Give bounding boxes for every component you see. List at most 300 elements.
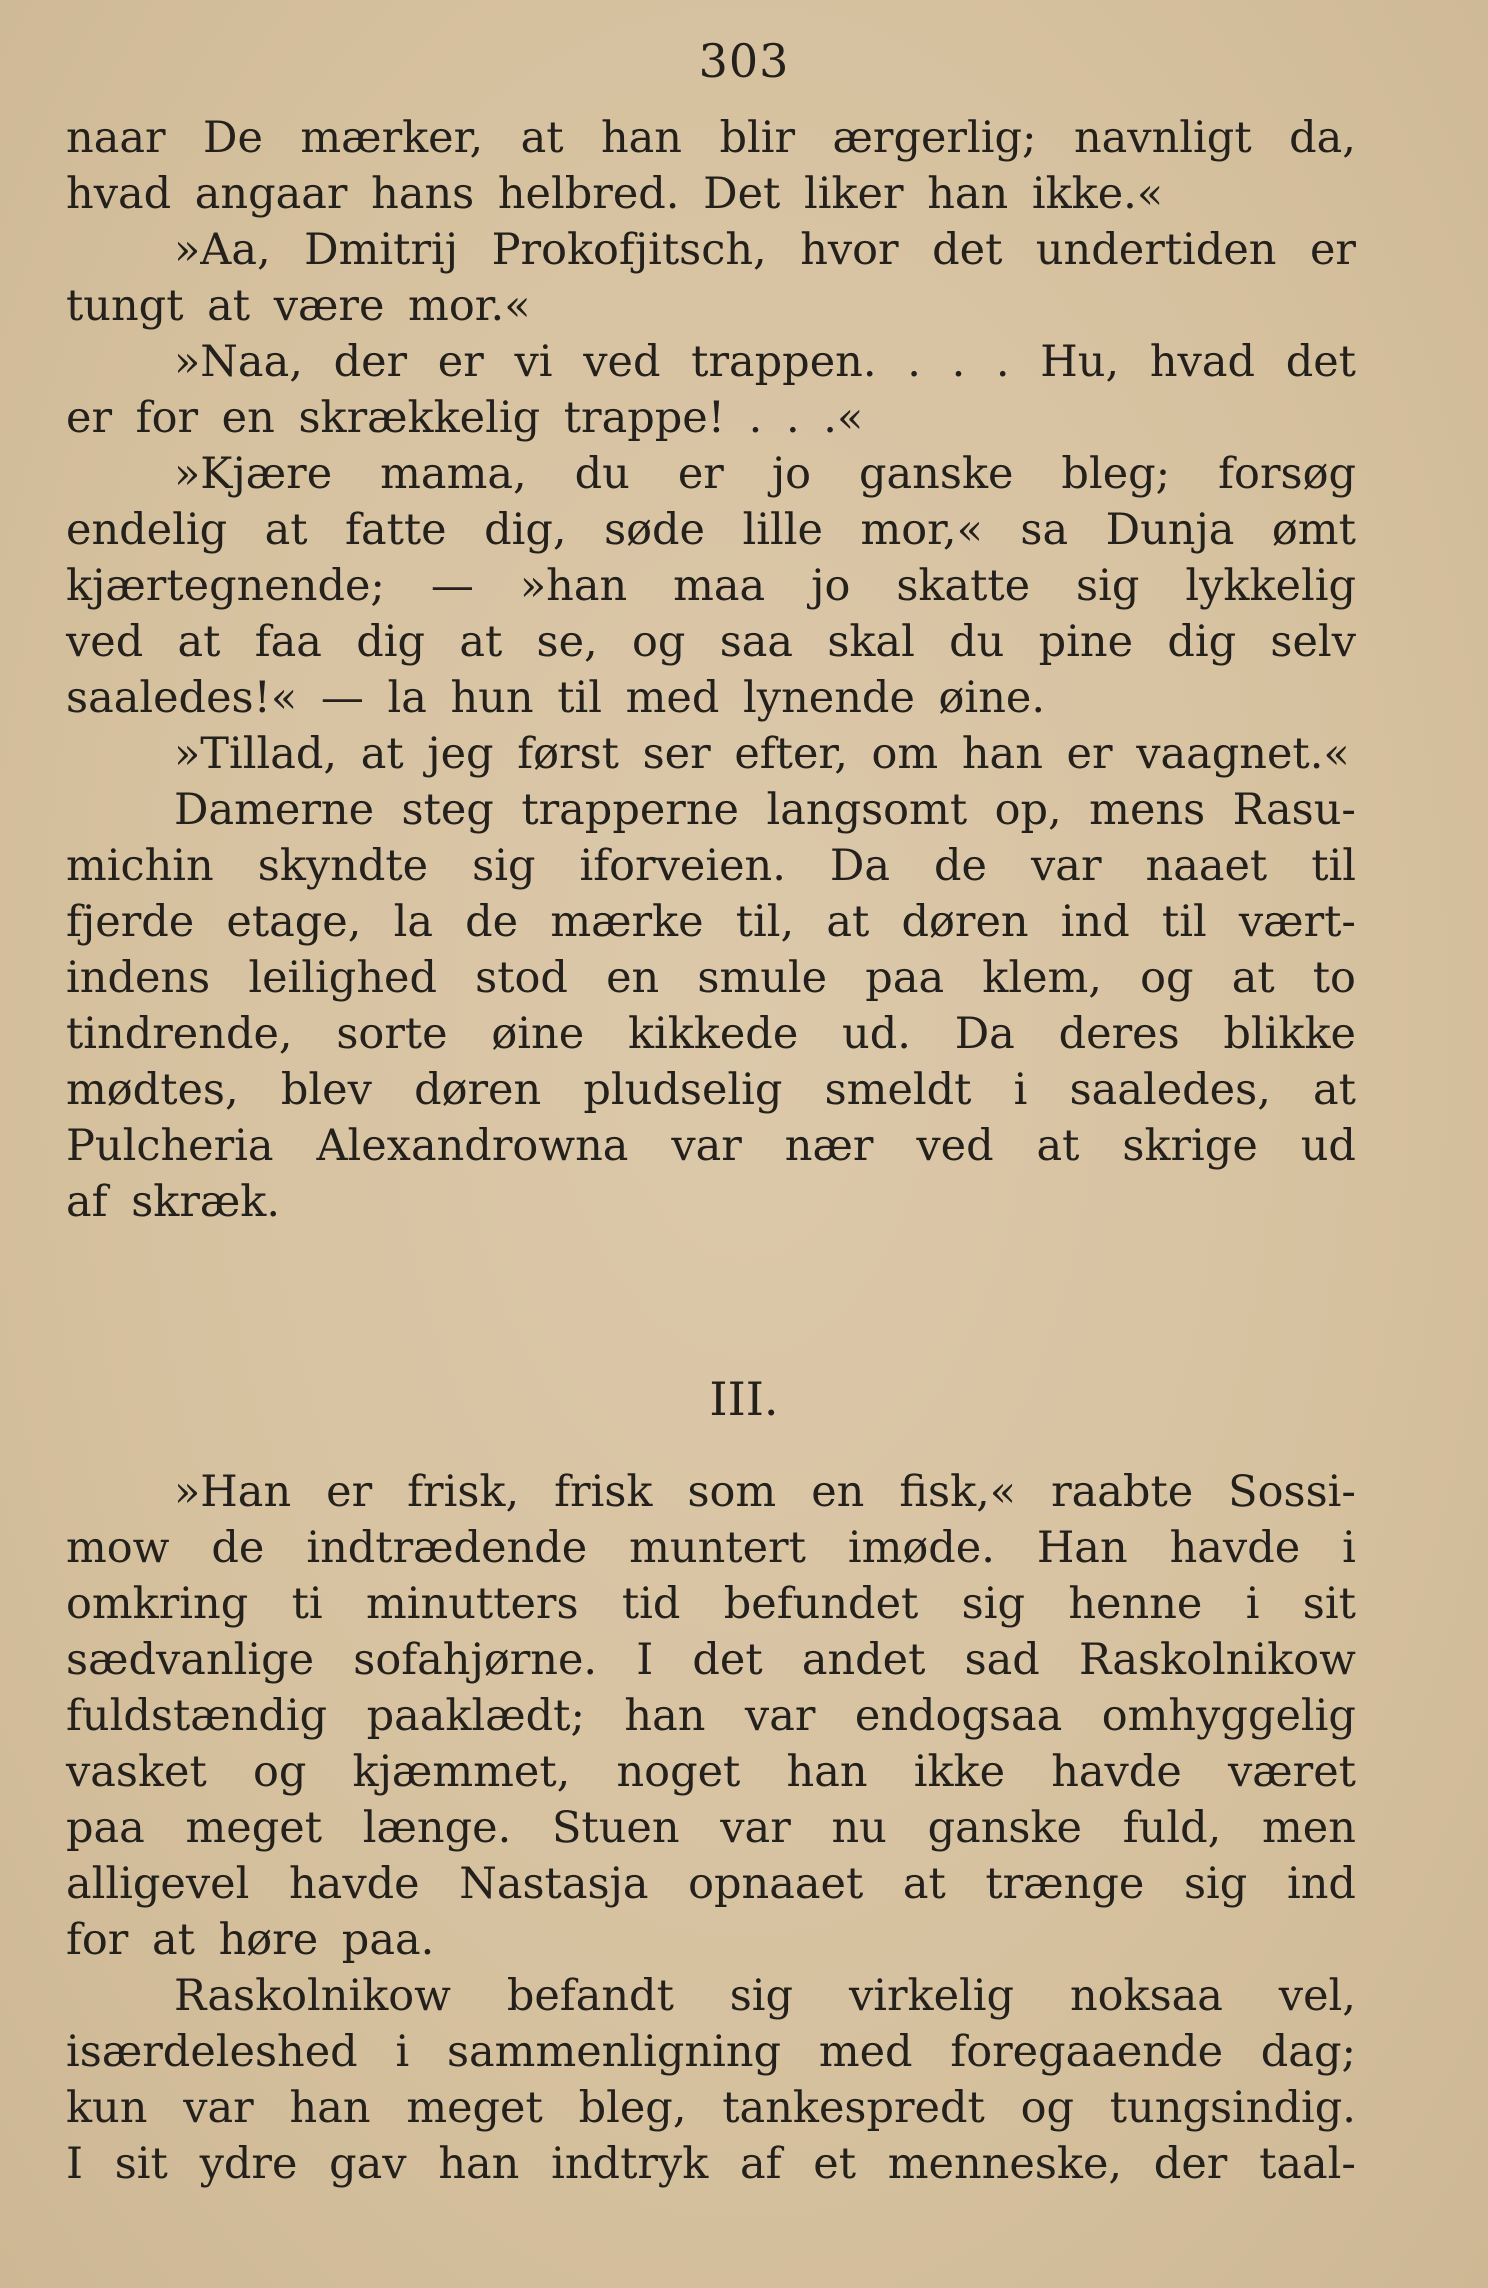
word: søde bbox=[604, 505, 705, 555]
word: og bbox=[631, 617, 686, 667]
word: der bbox=[1153, 2139, 1228, 2189]
word: fisk,« bbox=[899, 1467, 1017, 1517]
word: fuld, bbox=[1122, 1803, 1222, 1853]
word: var bbox=[183, 2083, 254, 2133]
text-line bbox=[66, 1912, 1356, 1968]
word: trappen. bbox=[691, 337, 877, 387]
word: virkelig bbox=[848, 1971, 1015, 2021]
word: smeldt bbox=[824, 1065, 972, 1115]
word: ved bbox=[66, 617, 144, 667]
word: sædvanlige bbox=[66, 1635, 315, 1685]
word: der bbox=[333, 337, 408, 387]
word: trænge bbox=[985, 1859, 1145, 1909]
text-line bbox=[66, 502, 1356, 558]
word: indtrædende bbox=[306, 1523, 588, 1573]
word: noget bbox=[616, 1747, 741, 1797]
word: var bbox=[671, 1121, 742, 1171]
word: skrige bbox=[1122, 1121, 1258, 1171]
word: at bbox=[1231, 953, 1275, 1003]
word: saa bbox=[719, 617, 794, 667]
word: sit bbox=[114, 2139, 168, 2189]
word: sig bbox=[1076, 561, 1140, 611]
word: er bbox=[66, 393, 113, 443]
word: de bbox=[465, 897, 519, 947]
word: — bbox=[430, 561, 474, 611]
word: hvad bbox=[1149, 337, 1255, 387]
word: muntert bbox=[629, 1523, 806, 1573]
text-line bbox=[66, 894, 1356, 950]
word: om bbox=[871, 729, 939, 779]
word: han bbox=[927, 169, 1009, 219]
word: befundet bbox=[723, 1579, 919, 1629]
word: Det bbox=[703, 169, 781, 219]
word: tankespredt bbox=[722, 2083, 985, 2133]
word: til, bbox=[735, 897, 795, 947]
word: høre bbox=[218, 1915, 319, 1965]
word: efter, bbox=[734, 729, 848, 779]
word: . bbox=[785, 393, 800, 443]
word: det bbox=[1285, 337, 1356, 387]
word: paa bbox=[865, 953, 945, 1003]
word: han bbox=[961, 729, 1043, 779]
text-line bbox=[66, 2080, 1356, 2136]
word: lykkelig bbox=[1185, 561, 1356, 611]
word: maa bbox=[673, 561, 766, 611]
word: tindrende, bbox=[66, 1009, 293, 1059]
word: smule bbox=[697, 953, 828, 1003]
word: havde bbox=[1169, 1523, 1301, 1573]
word: at bbox=[360, 729, 404, 779]
word: som bbox=[687, 1467, 777, 1517]
word: Raskolnikow bbox=[1078, 1635, 1356, 1685]
word: han bbox=[289, 2083, 371, 2133]
word: paaklædt; bbox=[366, 1691, 585, 1741]
text-line bbox=[66, 1464, 1356, 1520]
word: du bbox=[949, 617, 1005, 667]
word: dig bbox=[1167, 617, 1237, 667]
word: for bbox=[66, 1915, 129, 1965]
word: faa bbox=[254, 617, 322, 667]
word: Nastasja bbox=[459, 1859, 649, 1909]
word: mor.« bbox=[408, 281, 531, 331]
word: michin bbox=[66, 841, 214, 891]
word: døren bbox=[901, 897, 1029, 947]
text-block-top bbox=[66, 110, 1356, 1230]
text-line bbox=[66, 1688, 1356, 1744]
word: Da bbox=[829, 841, 891, 891]
word: lynende bbox=[743, 673, 915, 723]
text-line bbox=[66, 1968, 1356, 2024]
word: ud bbox=[1300, 1121, 1356, 1171]
text-line bbox=[66, 1632, 1356, 1688]
word: til bbox=[557, 673, 603, 723]
word: for bbox=[135, 393, 199, 443]
word: Dunja bbox=[1105, 505, 1235, 555]
word: sa bbox=[1020, 505, 1069, 555]
word: Da bbox=[954, 1009, 1015, 1059]
word: sorte bbox=[336, 1009, 448, 1059]
word: at bbox=[264, 505, 308, 555]
word: han bbox=[624, 1691, 706, 1741]
word: døren bbox=[414, 1065, 542, 1115]
word: vaagnet.« bbox=[1136, 729, 1350, 779]
word: det bbox=[692, 1635, 763, 1685]
word: selv bbox=[1270, 617, 1356, 667]
word: Dmitrij bbox=[304, 225, 459, 275]
text-line bbox=[66, 1174, 1356, 1230]
word: blikke bbox=[1223, 1009, 1356, 1059]
word: dig bbox=[356, 617, 426, 667]
word: jeg bbox=[427, 729, 494, 779]
word: skyndte bbox=[257, 841, 429, 891]
text-line bbox=[66, 1062, 1356, 1118]
word: pine bbox=[1038, 617, 1134, 667]
word: af bbox=[66, 1177, 108, 1227]
word: skrækkelig bbox=[298, 393, 541, 443]
text-line bbox=[66, 950, 1356, 1006]
word: med bbox=[818, 2027, 913, 2077]
text-line bbox=[66, 726, 1356, 782]
text-line bbox=[66, 166, 1356, 222]
word: sig bbox=[472, 841, 536, 891]
word: ved bbox=[583, 337, 661, 387]
text-line bbox=[66, 222, 1356, 278]
text-line bbox=[66, 1520, 1356, 1576]
word: klem, bbox=[982, 953, 1102, 1003]
word: er bbox=[677, 449, 724, 499]
word: været bbox=[1227, 1747, 1356, 1797]
word: Damerne bbox=[174, 785, 375, 835]
text-line bbox=[66, 1856, 1356, 1912]
word: indens bbox=[66, 953, 211, 1003]
word: skal bbox=[827, 617, 915, 667]
word: kikkede bbox=[627, 1009, 799, 1059]
word: længe. bbox=[362, 1803, 512, 1853]
word: ærgerlig; bbox=[832, 113, 1037, 163]
word: isærdeleshed bbox=[66, 2027, 358, 2077]
word: sig bbox=[1183, 1859, 1248, 1909]
word: Prokofjitsch, bbox=[491, 225, 767, 275]
text-line bbox=[66, 1118, 1356, 1174]
text-line bbox=[66, 558, 1356, 614]
word: kjæmmet, bbox=[352, 1747, 571, 1797]
word: et bbox=[813, 2139, 857, 2189]
word: taal- bbox=[1259, 2139, 1356, 2189]
word: i bbox=[395, 2027, 410, 2077]
word: i bbox=[1245, 1579, 1260, 1629]
text-line bbox=[66, 278, 1356, 334]
word: omkring bbox=[66, 1579, 249, 1629]
word: alligevel bbox=[66, 1859, 250, 1909]
text-block-bottom bbox=[66, 1464, 1356, 2192]
word: sammenligning bbox=[446, 2027, 782, 2077]
word: jo bbox=[811, 561, 851, 611]
word: mama, bbox=[380, 449, 527, 499]
word: omhyggelig bbox=[1101, 1691, 1356, 1741]
word: to bbox=[1312, 953, 1356, 1003]
word: endelig bbox=[66, 505, 228, 555]
text-line bbox=[66, 838, 1356, 894]
word: ømt bbox=[1271, 505, 1356, 555]
word: navnligt bbox=[1073, 113, 1252, 163]
word: undertiden bbox=[1035, 225, 1277, 275]
word: »Aa, bbox=[174, 225, 271, 275]
word: da, bbox=[1289, 113, 1356, 163]
word: Pulcheria bbox=[66, 1121, 274, 1171]
word: indtryk bbox=[551, 2139, 709, 2189]
text-line bbox=[66, 1744, 1356, 1800]
word: sofahjørne. bbox=[353, 1635, 598, 1685]
word: at bbox=[152, 1915, 195, 1965]
word: mødtes, bbox=[66, 1065, 239, 1115]
word: iforveien. bbox=[579, 841, 786, 891]
text-line bbox=[66, 2024, 1356, 2080]
word: en bbox=[811, 1467, 865, 1517]
word: til bbox=[1161, 897, 1207, 947]
text-line bbox=[66, 446, 1356, 502]
word: raabte bbox=[1051, 1467, 1194, 1517]
word: vasket bbox=[66, 1747, 207, 1797]
text-line bbox=[66, 614, 1356, 670]
word: paa bbox=[66, 1803, 145, 1853]
word: se, bbox=[536, 617, 598, 667]
word: skræk. bbox=[131, 1177, 281, 1227]
word: kun bbox=[66, 2083, 148, 2133]
word: op, bbox=[994, 785, 1062, 835]
word: paa. bbox=[341, 1915, 435, 1965]
word: tid bbox=[621, 1579, 681, 1629]
word: øine bbox=[491, 1009, 585, 1059]
word: lille bbox=[742, 505, 823, 555]
word: forsøg bbox=[1218, 449, 1356, 499]
word: liker bbox=[803, 169, 904, 219]
word: I bbox=[636, 1635, 654, 1685]
word: havde bbox=[1051, 1747, 1182, 1797]
word: hun bbox=[450, 673, 534, 723]
word: fjerde bbox=[66, 897, 195, 947]
word: hvad bbox=[66, 169, 172, 219]
word: deres bbox=[1058, 1009, 1180, 1059]
word: havde bbox=[288, 1859, 420, 1909]
word: steg bbox=[401, 785, 494, 835]
word: mens bbox=[1089, 785, 1206, 835]
word: er bbox=[437, 337, 484, 387]
word: Stuen bbox=[551, 1803, 680, 1853]
word: bleg, bbox=[578, 2083, 687, 2133]
word: . bbox=[907, 337, 921, 387]
word: minutters bbox=[365, 1579, 579, 1629]
word: øine. bbox=[938, 673, 1045, 723]
word: sig bbox=[729, 1971, 794, 2021]
word: sad bbox=[964, 1635, 1040, 1685]
word: til bbox=[1311, 841, 1356, 891]
text-line bbox=[66, 670, 1356, 726]
word: nu bbox=[831, 1803, 887, 1853]
word: noksaa bbox=[1069, 1971, 1223, 2021]
word: »han bbox=[519, 561, 628, 611]
word: bleg; bbox=[1061, 449, 1171, 499]
word: ganske bbox=[927, 1803, 1083, 1853]
text-line bbox=[66, 390, 1356, 446]
word: mærke bbox=[550, 897, 704, 947]
chapter-heading: III. bbox=[709, 1372, 779, 1426]
word: kjærtegnende; bbox=[66, 561, 385, 611]
word: dag; bbox=[1260, 2027, 1356, 2077]
word: være bbox=[273, 281, 385, 331]
word: ganske bbox=[859, 449, 1014, 499]
word: befandt bbox=[506, 1971, 674, 2021]
word: i bbox=[1342, 1523, 1356, 1573]
word: meget bbox=[406, 2083, 543, 2133]
word: pludselig bbox=[583, 1065, 783, 1115]
text-line bbox=[66, 782, 1356, 838]
word: i bbox=[1013, 1065, 1028, 1115]
word: menneske, bbox=[887, 2139, 1123, 2189]
word: sit bbox=[1302, 1579, 1356, 1629]
word: naaet bbox=[1145, 841, 1268, 891]
text-line bbox=[66, 1006, 1356, 1062]
word: hvor bbox=[800, 225, 899, 275]
word: trapperne bbox=[521, 785, 739, 835]
word: var bbox=[744, 1691, 816, 1741]
word: ind bbox=[1286, 1859, 1356, 1909]
word: Alexandrowna bbox=[316, 1121, 629, 1171]
word: Raskolnikow bbox=[174, 1971, 451, 2021]
word: en bbox=[606, 953, 660, 1003]
word: la bbox=[393, 897, 433, 947]
word: af bbox=[740, 2139, 782, 2189]
word: . bbox=[995, 337, 1010, 387]
word: meget bbox=[185, 1803, 323, 1853]
word: frisk bbox=[554, 1467, 653, 1517]
word: mærker, bbox=[300, 113, 484, 163]
word: at bbox=[177, 617, 221, 667]
word: henne bbox=[1068, 1579, 1203, 1629]
word: nær bbox=[784, 1121, 874, 1171]
text-line bbox=[66, 1800, 1356, 1856]
word: stod bbox=[475, 953, 568, 1003]
word: er bbox=[326, 1467, 373, 1517]
word: sig bbox=[961, 1579, 1026, 1629]
word: du bbox=[574, 449, 630, 499]
word: ind bbox=[1060, 897, 1130, 947]
word: mow bbox=[66, 1523, 170, 1573]
word: I bbox=[66, 2139, 83, 2189]
word: han bbox=[786, 1747, 868, 1797]
word: han bbox=[438, 2139, 520, 2189]
word: er bbox=[1066, 729, 1113, 779]
word: foregaaende bbox=[950, 2027, 1224, 2077]
word: tungsindig. bbox=[1109, 2083, 1356, 2133]
word: Rasu- bbox=[1232, 785, 1356, 835]
word: Sossi- bbox=[1228, 1467, 1356, 1517]
page-number: 303 bbox=[698, 34, 790, 88]
word: at bbox=[1313, 1065, 1356, 1115]
word: »Tillad, bbox=[174, 729, 338, 779]
text-line bbox=[66, 1576, 1356, 1632]
word: at bbox=[902, 1859, 946, 1909]
word: trappe! bbox=[563, 393, 726, 443]
word: mor,« bbox=[860, 505, 983, 555]
word: imøde. bbox=[847, 1523, 995, 1573]
word: gav bbox=[329, 2139, 407, 2189]
word: langsomt bbox=[766, 785, 968, 835]
word: leilighed bbox=[248, 953, 437, 1003]
word: de bbox=[934, 841, 988, 891]
word: . bbox=[748, 393, 763, 443]
word: vi bbox=[514, 337, 553, 387]
word: at bbox=[1036, 1121, 1080, 1171]
word: .« bbox=[823, 393, 864, 443]
word: la bbox=[387, 673, 427, 723]
word: »Han bbox=[174, 1467, 292, 1517]
word: ti bbox=[291, 1579, 323, 1629]
word: ud. bbox=[842, 1009, 911, 1059]
word: »Naa, bbox=[174, 337, 303, 387]
word: var bbox=[720, 1803, 791, 1853]
word: og bbox=[1020, 2083, 1074, 2133]
word: andet bbox=[801, 1635, 926, 1685]
word: vært- bbox=[1238, 897, 1356, 947]
word: Han bbox=[1036, 1523, 1128, 1573]
word: tungt bbox=[66, 281, 184, 331]
word: »Kjære bbox=[174, 449, 333, 499]
word: blir bbox=[719, 113, 796, 163]
word: ydre bbox=[199, 2139, 298, 2189]
word: dig, bbox=[484, 505, 567, 555]
word: endogsaa bbox=[854, 1691, 1063, 1741]
word: de bbox=[211, 1523, 265, 1573]
word: etage, bbox=[226, 897, 362, 947]
word: frisk, bbox=[407, 1467, 520, 1517]
word: opnaaet bbox=[688, 1859, 864, 1909]
word: først bbox=[517, 729, 619, 779]
word: saaledes!« bbox=[66, 673, 298, 723]
word: han bbox=[600, 113, 682, 163]
word: at bbox=[826, 897, 870, 947]
word: og bbox=[252, 1747, 307, 1797]
word: vel, bbox=[1278, 1971, 1356, 2021]
word: ser bbox=[642, 729, 711, 779]
word: at bbox=[459, 617, 503, 667]
text-line bbox=[66, 110, 1356, 166]
word: ikke bbox=[913, 1747, 1006, 1797]
word: var bbox=[1031, 841, 1102, 891]
word: helbred. bbox=[497, 169, 680, 219]
word: med bbox=[625, 673, 720, 723]
word: . bbox=[951, 337, 966, 387]
text-line bbox=[66, 334, 1356, 390]
word: angaar bbox=[194, 169, 348, 219]
word: det bbox=[932, 225, 1003, 275]
word: en bbox=[221, 393, 275, 443]
word: at bbox=[520, 113, 564, 163]
word: ved bbox=[916, 1121, 994, 1171]
word: fatte bbox=[345, 505, 447, 555]
word: men bbox=[1262, 1803, 1356, 1853]
word: skatte bbox=[896, 561, 1031, 611]
word: De bbox=[202, 113, 263, 163]
word: hans bbox=[371, 169, 475, 219]
word: naar bbox=[66, 113, 166, 163]
word: og bbox=[1140, 953, 1194, 1003]
word: — bbox=[320, 673, 364, 723]
word: blev bbox=[280, 1065, 372, 1115]
text-line bbox=[66, 2136, 1356, 2192]
word: saaledes, bbox=[1069, 1065, 1271, 1115]
word: jo bbox=[771, 449, 812, 499]
word: Hu, bbox=[1040, 337, 1120, 387]
